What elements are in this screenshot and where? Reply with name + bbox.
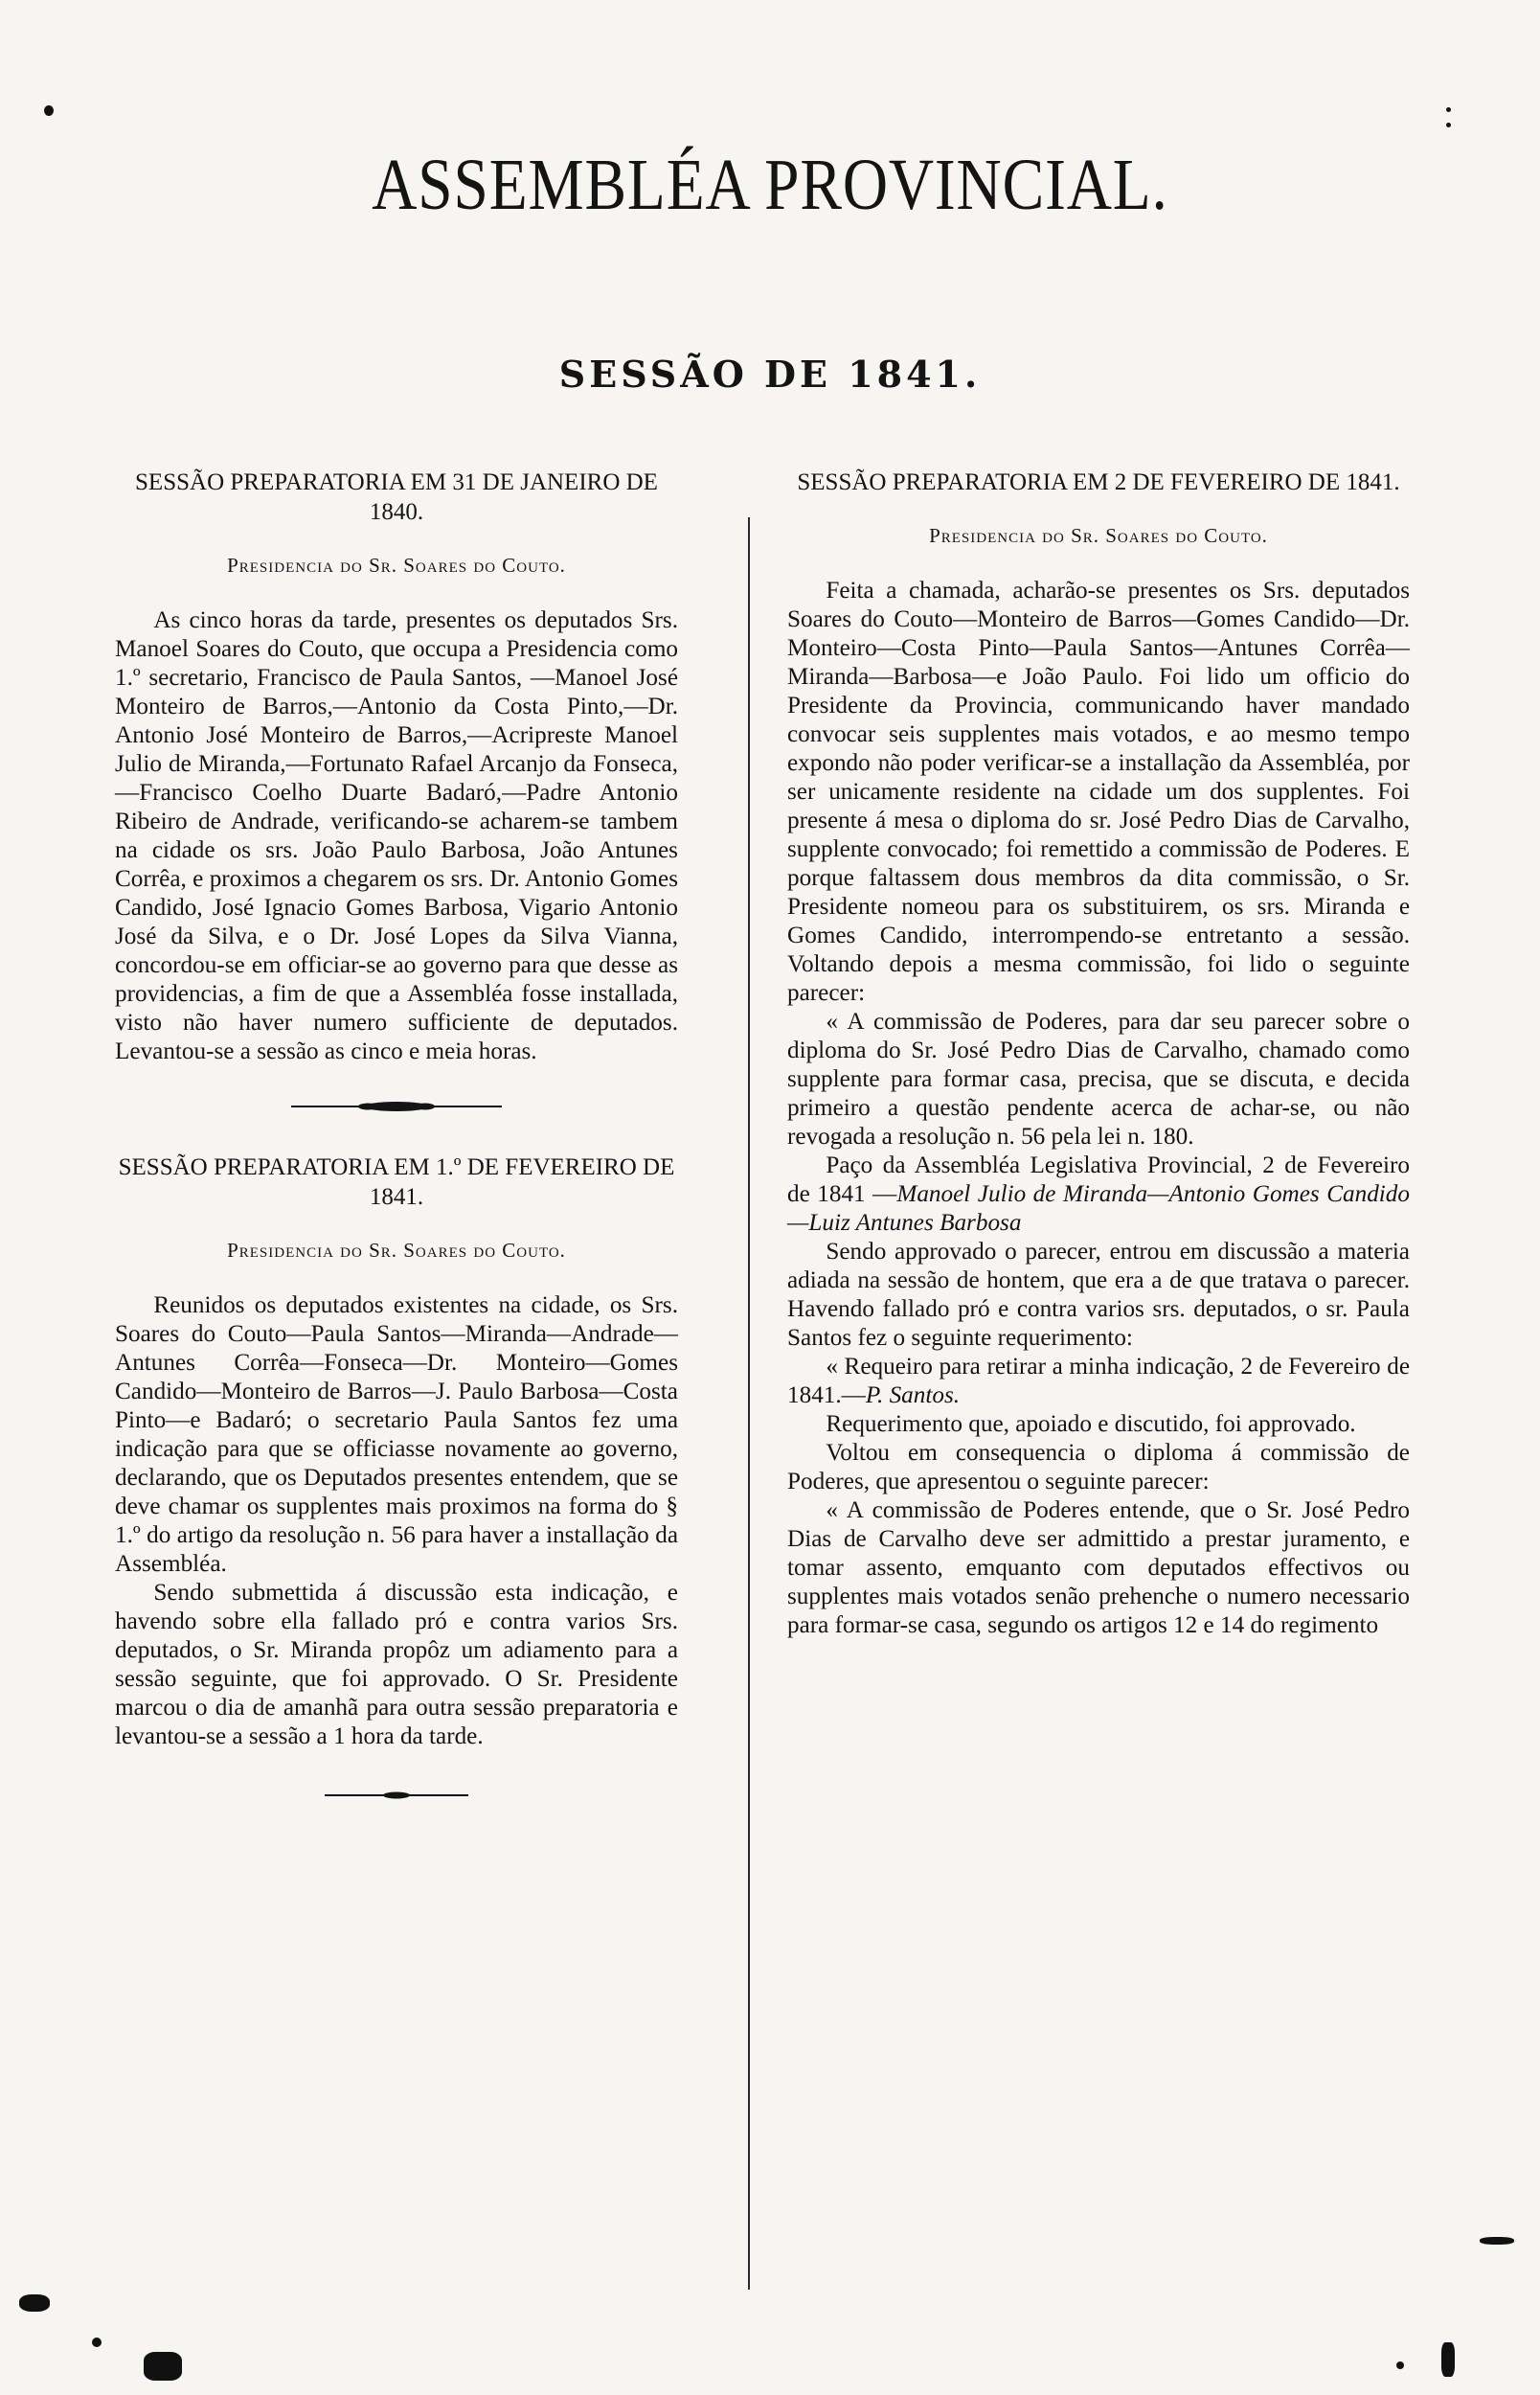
section-body: Voltou em consequencia o diploma á commissão de Poderes, que apresentou o seguinte parecer: <box>787 1440 1410 1494</box>
commission-opinion: « A commissão de Poderes entende, que o Sr. José Pedro Dias de Carvalho deve ser admittido a prestar juramento, e tomar assento, emquanto com deputados effectivos ou supplentes mais votados senão prehenche o numero necessario para formar-se casa, segundo os artigos 12 e 14 do regimento <box>787 1497 1410 1638</box>
dateline-text: Paço da Assembléa Legislativa Provincial, 2 de Fevereiro de 1841 — <box>787 1152 1410 1207</box>
section-body: Feita a chamada, acharão-se presentes os Srs. deputados Soares do Couto—Monteiro de Barros—Gomes Candido—Dr. Monteiro—Costa Pinto—Paula Santos—Antunes Corrêa—Miranda—Barbosa—e João Paulo. Foi lido um officio do Presidente da Provincia, communicando haver mandado convocar seis supplentes mais votados, e ao mesmo tempo expondo não poder verificar-se a installação da Assembléa, por ser unicamente residente na cidade um dos supplentes. Foi presente á mesa o diploma do sr. José Pedro Dias de Carvalho, supplente convocado; foi remettido a commissão de Poderes. E porque faltassem dous membros da dita commissão, o Sr. Presidente nomeou para os substituirem, os srs. Miranda e Gomes Candido, interrompendo-se entretanto a sessão. Voltando depois a mesma commissão, foi lido o seguinte parecer: <box>787 578 1410 1006</box>
section-title-jan-31: SESSÃO PREPARATORIA EM 31 DE JANEIRO DE 1840. <box>135 469 658 525</box>
scan-speck <box>1396 2361 1404 2369</box>
section-body: Reunidos os deputados existentes na cidade, os Srs. Soares do Couto—Paula Santos—Miranda—Andrade—Antunes Corrêa—Fonseca—Dr. Monteiro—Gomes Candido—Monteiro de Barros—J. Paulo Barbosa—Costa Pinto—e Badaró; o secretario Paula Santos fez uma indicação para que se officiasse novamente ao governo, declarando, que os Deputados presentes entendem, que se deve chamar os supplentes mais proximos na forma do § 1.º do artigo da resolução n. 56 para haver a installação da Assembléa. <box>115 1292 678 1577</box>
left-column <box>115 468 678 1839</box>
commission-opinion: « A commissão de Poderes, para dar seu parecer sobre o diploma do Sr. José Pedro Dias de Carvalho, chamado como supplente para formar casa, precisa, que se discuta, e decida primeiro a questão pendente acerca de achar-se, ou não revogada a resolução n. 56 pela lei n. 180. <box>787 1009 1410 1150</box>
section-body: Sendo approvado o parecer, entrou em discussão a materia adiada na sessão de hontem, que era a de que tratava o parecer. Havendo fallado pró e contra varios srs. deputados, o sr. Paula Santos fez o seguinte requerimento: <box>787 1239 1410 1351</box>
column-divider <box>748 517 750 2290</box>
scan-speck <box>1446 107 1451 112</box>
requerimento <box>787 1353 1410 1410</box>
scan-speck <box>144 2352 182 2381</box>
scan-speck <box>1441 2342 1455 2377</box>
scan-speck <box>44 105 54 116</box>
scan-speck <box>1480 2237 1514 2245</box>
ornament-divider <box>325 1790 468 1801</box>
section-presidency: Presidencia do Sr. Soares do Couto. <box>227 554 566 577</box>
section-title-feb-1: SESSÃO PREPARATORIA EM 1.º DE FEVEREIRO DE 1841. <box>118 1154 675 1210</box>
section-presidency: Presidencia do Sr. Soares do Couto. <box>929 524 1268 547</box>
signatories: Manoel Julio de Miranda—Antonio Gomes Candido—Luiz Antunes Barbosa <box>787 1181 1410 1236</box>
requerimento-text: « Requeiro para retirar a minha indicação, 2 de Fevereiro de 1841.— <box>787 1354 1410 1408</box>
requerimento-signature: P. Santos. <box>865 1382 961 1408</box>
section-body: Requerimento que, apoiado e discutido, foi approvado. <box>826 1411 1356 1437</box>
masthead-title: ASSEMBLÉA PROVINCIAL. <box>372 145 1168 225</box>
section-body: As cinco horas da tarde, presentes os deputados Srs. Manoel Soares do Couto, que occupa a Presidencia como 1.º secretario, Francisco de Paula Santos, —Manoel José Monteiro de Barros,—Antonio da Costa Pinto,—Dr. Antonio José Monteiro de Barros,—Acripreste Manoel Julio de Miranda,—Fortunato Rafael Arcanjo da Fonseca,—Francisco Coelho Duarte Badaró,—Padre Antonio Ribeiro de Andrade, verificando-se acharem-se tambem na cidade os srs. João Paulo Barbosa, João Antunes Corrêa, e proximos a chegarem os srs. Dr. Antonio Gomes Candido, José Ignacio Gomes Barbosa, Vigario Antonio José da Silva, e o Dr. José Lopes da Silva Vianna, concordou-se em officiar-se ao governo para que desse as providencias, a fim de que a Assembléa fosse installada, visto não haver numero sufficiente de deputados. Levantou-se a sessão as cinco e meia horas. <box>115 607 678 1064</box>
right-column <box>787 468 1410 1640</box>
commission-dateline <box>787 1152 1410 1238</box>
section-title-feb-2: SESSÃO PREPARATORIA EM 2 DE FEVEREIRO DE 1841. <box>797 469 1400 495</box>
scan-speck <box>19 2294 50 2312</box>
session-year-heading: SESSÃO DE 1841. <box>558 353 982 396</box>
scan-speck <box>92 2338 102 2347</box>
ornament-divider <box>291 1099 502 1114</box>
section-presidency: Presidencia do Sr. Soares do Couto. <box>227 1239 566 1262</box>
section-body: Sendo submettida á discussão esta indicação, e havendo sobre ella fallado pró e contra varios Srs. deputados, o Sr. Miranda propôz um adiamento para a sessão seguinte, que foi approvado. O Sr. Presidente marcou o dia de amanhã para outra sessão preparatoria e levantou-se a sessão a 1 hora da tarde. <box>115 1580 678 1749</box>
scan-speck <box>1446 123 1451 127</box>
